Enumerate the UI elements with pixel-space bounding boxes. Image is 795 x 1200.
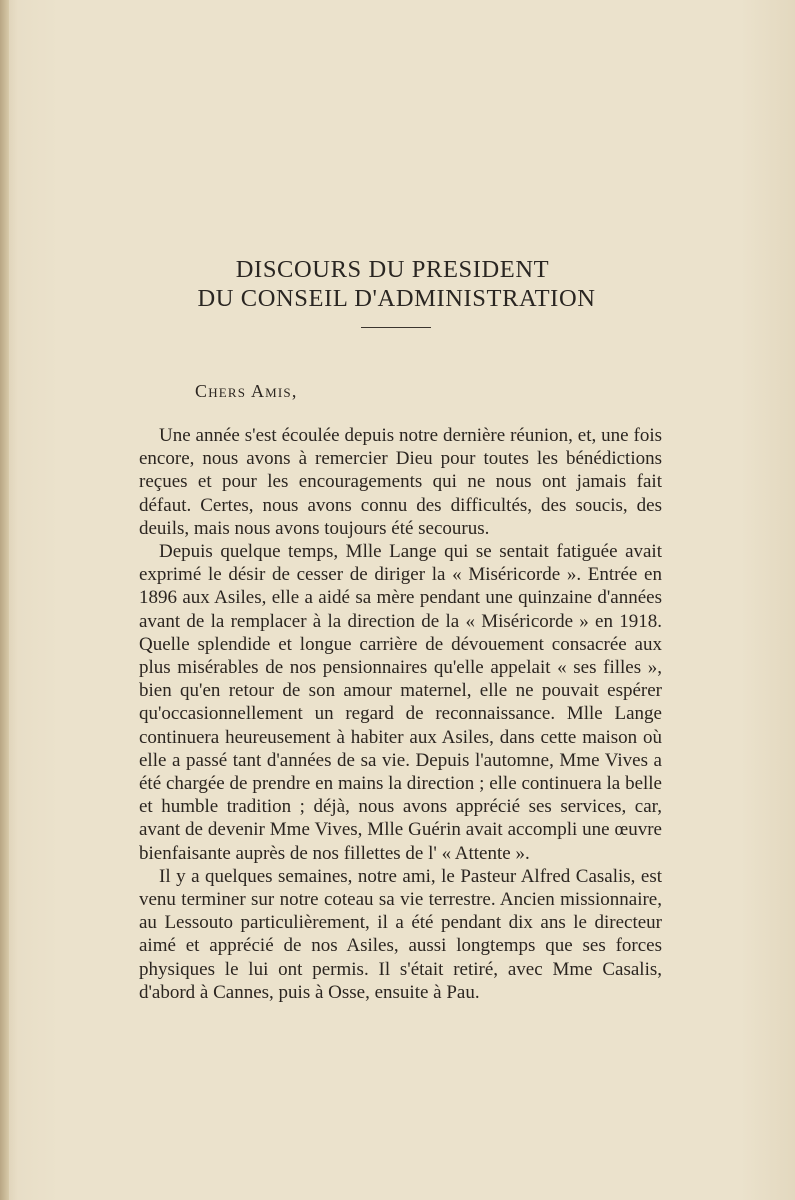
body-text xyxy=(139,424,662,1004)
paragraph-3: Il y a quelques semaines, notre ami, le Pasteur Alfred Casalis, est venu terminer sur notre coteau sa vie terrestre. Ancien missionnaire, au Lessouto particulièrement, il a été pendant dix ans le directeur aimé et apprécié de nos Asiles, aussi longtemps que ses forces physiques le lui ont permis. Il s'était retiré, avec Mme Casalis, d'abord à Cannes, puis à Osse, ensuite à Pau. xyxy=(139,865,662,1003)
title-line-2: DU CONSEIL D'ADMINISTRATION xyxy=(197,285,596,312)
title-line-1: DISCOURS DU PRESIDENT xyxy=(235,256,550,283)
salutation: Chers Amis, xyxy=(195,381,298,401)
paragraph-2: Depuis quelque temps, Mlle Lange qui se sentait fatiguée avait exprimé le désir de cesser de diriger la « Miséricorde ». Entrée en 1896 aux Asiles, elle a aidé sa mère pendant une quinzaine d'années avant de la remplacer à la direction de la « Miséricorde » en 1918. Quelle splendide et longue carrière de dévouement consacrée aux plus misérables de nos pensionnaires qu'elle appelait « ses filles », bien qu'en retour de son amour maternel, elle ne pouvait espérer qu'occasionnellement un regard de reconnaissance. Mlle Lange continuera heureusement à habiter aux Asiles, dans cette maison où elle a passé tant d'années de sa vie. Depuis l'automne, Mme Vives a été chargée de prendre en mains la direction ; elle continuera la belle et humble tradition ; déjà, nous avons apprécié ses services, car, avant de devenir Mme Vives, Mlle Guérin avait accompli une œuvre bienfaisante auprès de nos fillettes de l' « Attente ». xyxy=(139,541,662,864)
page-binding-edge xyxy=(0,0,9,1200)
title-divider xyxy=(361,327,431,328)
paragraph-1: Une année s'est écoulée depuis notre dernière réunion, et, une fois encore, nous avons à remercier Dieu pour toutes les bénédictions reçues et pour les encouragements qui ne nous ont jamais fait défaut. Certes, nous avons connu des difficultés, des soucis, des deuils, mais nous avons toujours été secourus. xyxy=(139,425,662,539)
